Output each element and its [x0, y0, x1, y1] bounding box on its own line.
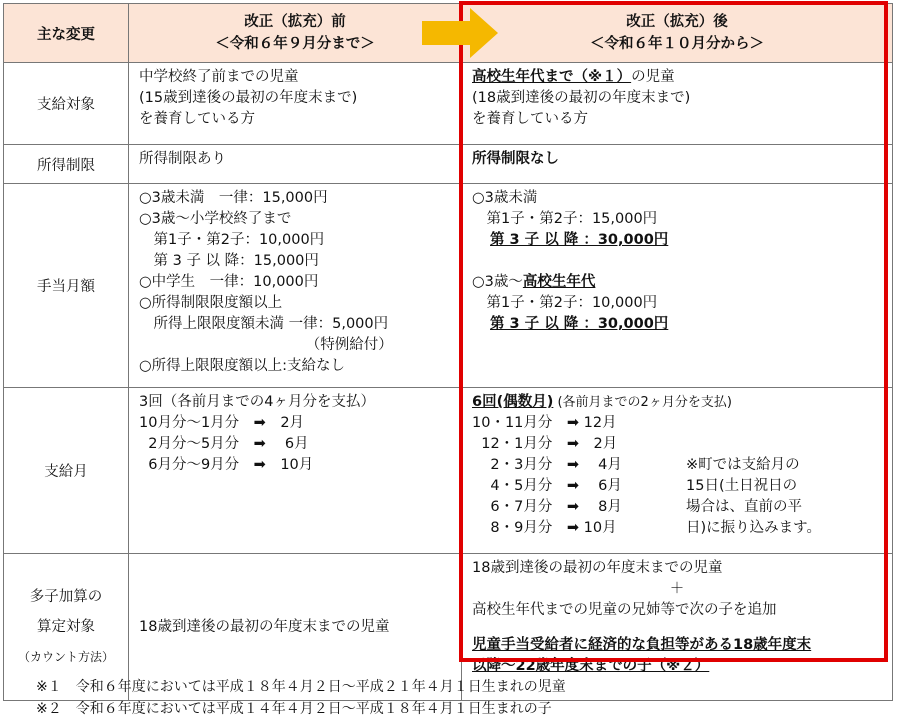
- amount-before-line: ○中学生 一律：10,000円: [139, 274, 319, 290]
- target-after-line: を養育している方: [472, 111, 588, 127]
- month-after-note: [686, 455, 821, 539]
- row-label-amount: 手当月額: [4, 184, 129, 388]
- month-after-line: 12・1月分 ➡ 2月: [472, 436, 618, 452]
- amount-before-line: 第1子・第2子：10,000円: [139, 232, 325, 248]
- month-after-title-rest: (各前月までの2ヶ月分を支払): [553, 395, 732, 410]
- comparison-table: [3, 3, 893, 701]
- header-after-line1: 改正（拡充）後: [626, 14, 728, 30]
- target-after-highlight: 高校生年代まで（※１）: [472, 69, 632, 85]
- header-label: 主な変更: [4, 4, 129, 63]
- month-after-title-highlight: 6回(偶数月): [472, 394, 554, 410]
- multi-label-line: （カウント方法）: [17, 650, 114, 664]
- amount-before-line: ○3歳未満 一律：15,000円: [139, 190, 328, 206]
- footnote: ※２ 令和６年度においては平成１４年４月２日～平成１８年４月１日生まれの子: [36, 701, 552, 717]
- row-income: [4, 145, 893, 184]
- amount-after-line: 第1子・第2子：15,000円: [472, 211, 658, 227]
- income-before: 所得制限あり: [129, 145, 462, 184]
- month-before: [129, 388, 462, 554]
- month-note-line: ※町では支給月の: [686, 457, 800, 473]
- footnote: ※１ 令和６年度においては平成１８年４月２日～平成２１年４月１日生まれの児童: [36, 679, 566, 695]
- month-after-line: 10・11月分 ➡ 12月: [472, 415, 617, 431]
- amount-before: [129, 184, 462, 388]
- target-before: [129, 63, 462, 145]
- target-after: [462, 63, 893, 145]
- multi-before: 18歳到達後の最初の年度末までの児童: [129, 554, 462, 701]
- header-before-line2: ＜令和６年９月分まで＞: [215, 36, 375, 52]
- amount-after: [462, 184, 893, 388]
- amount-before-line: （特例給付）: [139, 337, 393, 353]
- amount-before-line: 第 3 子 以 降：15,000円: [139, 253, 319, 269]
- month-after-line: 2・3月分 ➡ 4月: [472, 457, 622, 473]
- month-after-line: 6・7月分 ➡ 8月: [472, 499, 622, 515]
- amount-after-highlight: 高校生年代: [522, 274, 596, 290]
- row-label-target: 支給対象: [4, 63, 129, 145]
- multi-after-line: 高校生年代までの児童の兄姉等で次の子を追加: [472, 602, 777, 618]
- multi-after-line: 18歳到達後の最初の年度末までの児童: [472, 560, 723, 576]
- multi-label-line: 多子加算の: [29, 589, 103, 605]
- amount-before-line: 所得上限限度額未満 一律：5,000円: [139, 316, 389, 332]
- row-target: [4, 63, 893, 145]
- month-note-line: 場合は、直前の平: [686, 499, 802, 515]
- arrow-right-icon: [422, 8, 498, 58]
- amount-after-line: ○3歳未満: [472, 190, 538, 206]
- month-before-line: 10月分～1月分 ➡ 2月: [139, 415, 305, 431]
- header-before: [129, 4, 462, 63]
- amount-after-line: 第1子・第2子：10,000円: [472, 295, 658, 311]
- month-before-title: 3回（各前月までの4ヶ月分を支払）: [139, 394, 375, 410]
- target-before-line: (15歳到達後の最初の年度末まで): [139, 90, 358, 106]
- month-before-line: 6月分～9月分 ➡ 10月: [139, 457, 314, 473]
- row-month: [4, 388, 893, 554]
- row-label-month: 支給月: [4, 388, 129, 554]
- multi-label-line: 算定対象: [37, 619, 95, 635]
- target-before-line: 中学校終了前までの児童: [139, 69, 299, 85]
- month-after: [462, 388, 893, 554]
- month-note-line: 日)に振り込みます。: [686, 520, 821, 536]
- row-amount: [4, 184, 893, 388]
- amount-before-line: ○所得制限限度額以上: [139, 295, 283, 311]
- footnotes: [36, 676, 566, 720]
- amount-after-highlight: 第 3 子 以 降 ：30,000円: [490, 316, 669, 332]
- row-label-income: 所得制限: [4, 145, 129, 184]
- amount-before-line: ○所得上限限度額以上:支給なし: [139, 358, 346, 374]
- month-before-line: 2月分～5月分 ➡ 6月: [139, 436, 309, 452]
- target-before-line: を養育している方: [139, 111, 255, 127]
- multi-after-highlight: 児童手当受給者に経済的な負担等がある18歳年度末: [472, 637, 812, 653]
- multi-after-highlight: 以降～22歳年度末までの子（※２）: [472, 658, 710, 674]
- month-after-line: 8・9月分 ➡ 10月: [472, 520, 617, 536]
- header-after: [462, 4, 893, 63]
- month-note-line: 15日(土日祝日の: [686, 478, 798, 494]
- month-after-line: 4・5月分 ➡ 6月: [472, 478, 622, 494]
- multi-after-plus: ＋: [669, 581, 685, 597]
- amount-after-prefix: ○3歳～: [472, 274, 523, 290]
- amount-before-line: ○3歳～小学校終了まで: [139, 211, 292, 227]
- header-after-line2: ＜令和６年１０月分から＞: [590, 36, 764, 52]
- income-after: 所得制限なし: [462, 145, 893, 184]
- header-before-line1: 改正（拡充）前: [244, 14, 346, 30]
- target-after-line: (18歳到達後の最初の年度末まで): [472, 90, 691, 106]
- target-after-rest: の児童: [631, 69, 675, 85]
- amount-after-highlight: 第 3 子 以 降 ：30,000円: [490, 232, 669, 248]
